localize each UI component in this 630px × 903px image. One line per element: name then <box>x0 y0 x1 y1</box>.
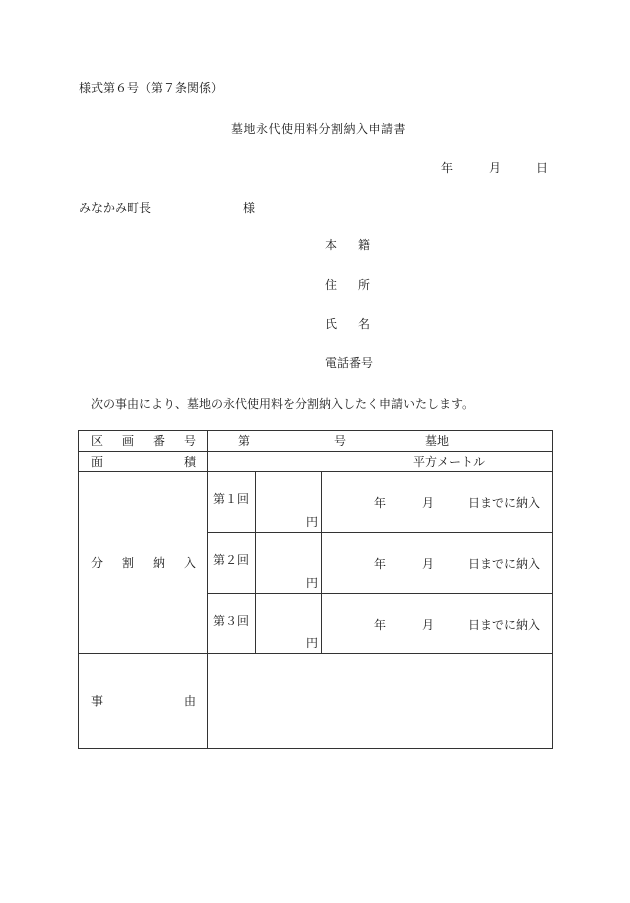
applicant-phone-label: 電話番号 <box>325 356 374 370</box>
applicant-name-label: 氏 名 <box>325 317 371 331</box>
installment-row-1 <box>79 472 553 533</box>
installment-3-due-date: 年 月 日までに納入 <box>322 594 553 654</box>
date-month-label: 月 <box>489 161 502 175</box>
applicant-address-label: 住 所 <box>325 278 371 292</box>
reason-label: 事 由 <box>79 654 208 749</box>
plot-number-label: 区 画 番 号 <box>79 431 208 452</box>
installment-3-label: 第３回 <box>208 594 256 654</box>
installment-2-label: 第２回 <box>208 533 256 594</box>
installment-2-amount: 円 <box>256 533 322 594</box>
installment-1-amount: 円 <box>256 472 322 533</box>
reason-field[interactable] <box>208 654 553 749</box>
date-year-label: 年 <box>441 161 454 175</box>
installment-label: 分 割 納 入 <box>79 472 208 654</box>
application-statement: 次の事由により、墓地の永代使用料を分割納入したく申請いたします。 <box>91 397 475 411</box>
application-table <box>78 430 553 749</box>
form-number: 様式第６号（第７条関係） <box>79 81 224 95</box>
installment-1-due-date: 年 月 日までに納入 <box>322 472 553 533</box>
area-row <box>79 452 553 472</box>
installment-1-label: 第１回 <box>208 472 256 533</box>
addressee-name: みなかみ町長 <box>79 201 152 215</box>
form-title: 墓地永代使用料分割納入申請書 <box>231 122 407 136</box>
plot-number-row <box>79 431 553 452</box>
area-value: 平方メートル <box>208 452 553 472</box>
reason-row <box>79 654 553 749</box>
plot-number-value: 第 号 墓地 <box>208 431 553 452</box>
area-label: 面 積 <box>79 452 208 472</box>
date-day-label: 日 <box>536 161 549 175</box>
addressee-honorific: 様 <box>243 201 256 215</box>
installment-3-amount: 円 <box>256 594 322 654</box>
applicant-honseki-label: 本 籍 <box>325 238 371 252</box>
installment-2-due-date: 年 月 日までに納入 <box>322 533 553 594</box>
